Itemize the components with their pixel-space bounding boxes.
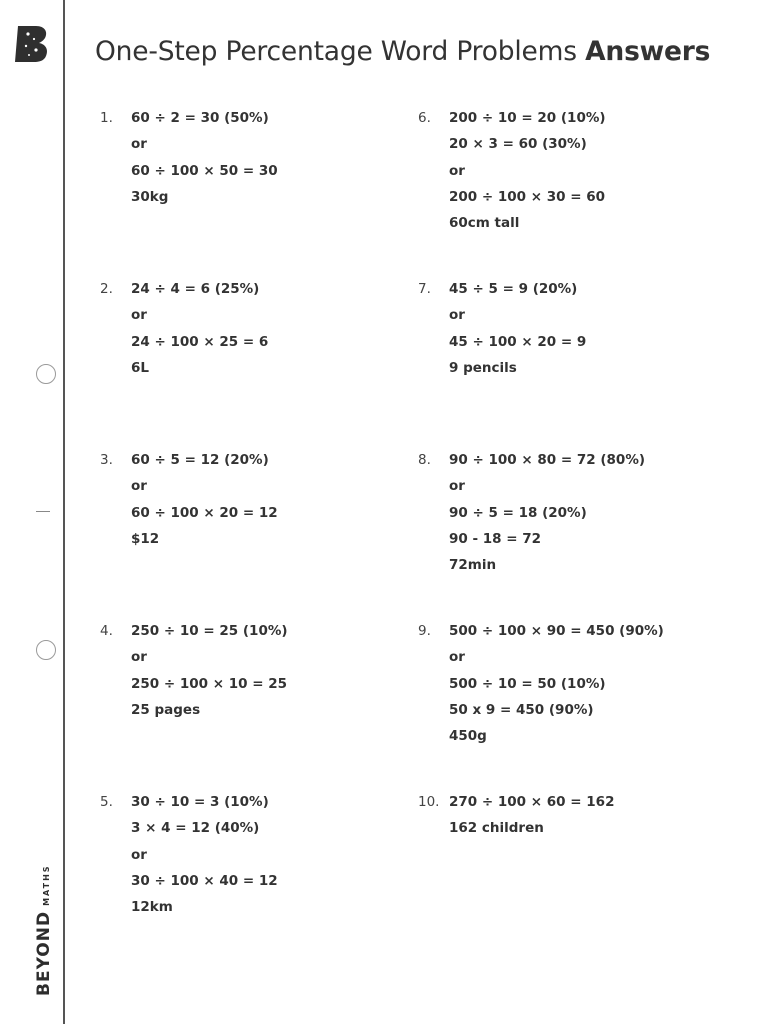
answer-working <box>131 276 268 381</box>
answer-line: 200 ÷ 100 × 30 = 60 <box>449 188 606 205</box>
answer-line: 270 ÷ 100 × 60 = 162 <box>449 794 615 810</box>
brand-wordmark <box>34 864 54 996</box>
answer-line: $12 <box>131 530 160 547</box>
answer-working <box>131 447 278 552</box>
brand-sub: MATHS <box>42 864 51 906</box>
answer-line: 30kg <box>131 188 169 205</box>
answer-working <box>131 618 288 723</box>
answer-line: 72min <box>449 557 497 574</box>
answer-line: or <box>131 478 147 495</box>
page-title <box>95 36 710 67</box>
answer-line: 9 pencils <box>449 359 517 376</box>
answer-line: 45 ÷ 5 = 9 (20%) <box>449 281 578 297</box>
answer-line: 24 ÷ 4 = 6 (25%) <box>131 281 260 297</box>
answer-working <box>131 105 278 210</box>
answer-line: 90 - 18 = 72 <box>449 530 542 547</box>
answer-working <box>131 789 278 920</box>
answer-line: 25 pages <box>131 701 201 718</box>
answer-line: 45 ÷ 100 × 20 = 9 <box>449 333 587 350</box>
answer-line: 450g <box>449 728 487 745</box>
answer-line: 20 × 3 = 60 (30%) <box>449 136 587 153</box>
answer-line: or <box>449 307 465 324</box>
answer-line: 90 ÷ 100 × 80 = 72 (80%) <box>449 452 646 468</box>
fold-mark <box>36 511 50 512</box>
logo-letter: B <box>14 24 15 25</box>
answer-line: 3 × 4 = 12 (40%) <box>131 820 260 837</box>
answer-line: 60 ÷ 2 = 30 (50%) <box>131 110 269 126</box>
answer-line: 200 ÷ 10 = 20 (10%) <box>449 110 606 126</box>
answer-line: or <box>449 649 465 666</box>
answer-number: 1. <box>100 110 113 126</box>
answer-line: 60 ÷ 100 × 20 = 12 <box>131 504 278 521</box>
answer-line: or <box>131 846 147 863</box>
answer-working <box>449 789 614 842</box>
answer-line: 60 ÷ 100 × 50 = 30 <box>131 162 278 179</box>
answer-number: 4. <box>100 623 113 639</box>
answer-number: 5. <box>100 794 113 810</box>
answer-number: 2. <box>100 281 113 297</box>
answer-line: 500 ÷ 100 × 90 = 450 (90%) <box>449 623 664 639</box>
answer-line: 60 ÷ 5 = 12 (20%) <box>131 452 269 468</box>
page-title-text: One-Step Percentage Word Problems <box>95 36 577 67</box>
answer-line: 162 children <box>449 820 544 837</box>
answer-working <box>449 447 645 578</box>
answer-line: 24 ÷ 100 × 25 = 6 <box>131 333 269 350</box>
answer-working <box>449 105 606 236</box>
answer-line: 500 ÷ 10 = 50 (10%) <box>449 675 606 692</box>
answer-line: 30 ÷ 100 × 40 = 12 <box>131 872 278 889</box>
answer-line: 30 ÷ 10 = 3 (10%) <box>131 794 269 810</box>
answer-line: or <box>449 478 465 495</box>
answer-line: or <box>131 649 147 666</box>
margin-line <box>63 0 65 1024</box>
page-title-emphasis: Answers <box>585 36 711 67</box>
answer-working <box>449 618 664 749</box>
answer-number: 8. <box>418 452 431 468</box>
answer-number: 9. <box>418 623 431 639</box>
answer-line: or <box>131 307 147 324</box>
answer-line: 12km <box>131 899 173 916</box>
punch-hole-bottom <box>36 640 56 660</box>
beyond-logo <box>14 24 50 64</box>
answer-number: 10. <box>418 794 440 810</box>
brand-name: BEYOND <box>34 910 54 996</box>
answer-line: 250 ÷ 10 = 25 (10%) <box>131 623 288 639</box>
answer-line: or <box>131 136 147 153</box>
answer-number: 7. <box>418 281 431 297</box>
answer-number: 6. <box>418 110 431 126</box>
answer-number: 3. <box>100 452 113 468</box>
answer-line: 60cm tall <box>449 215 520 232</box>
answer-line: 50 x 9 = 450 (90%) <box>449 701 594 718</box>
answer-line: or <box>449 162 465 179</box>
answer-working <box>449 276 586 381</box>
answer-line: 90 ÷ 5 = 18 (20%) <box>449 504 587 521</box>
answer-line: 6L <box>131 359 149 376</box>
answer-line: 250 ÷ 100 × 10 = 25 <box>131 675 288 692</box>
punch-hole-top <box>36 364 56 384</box>
